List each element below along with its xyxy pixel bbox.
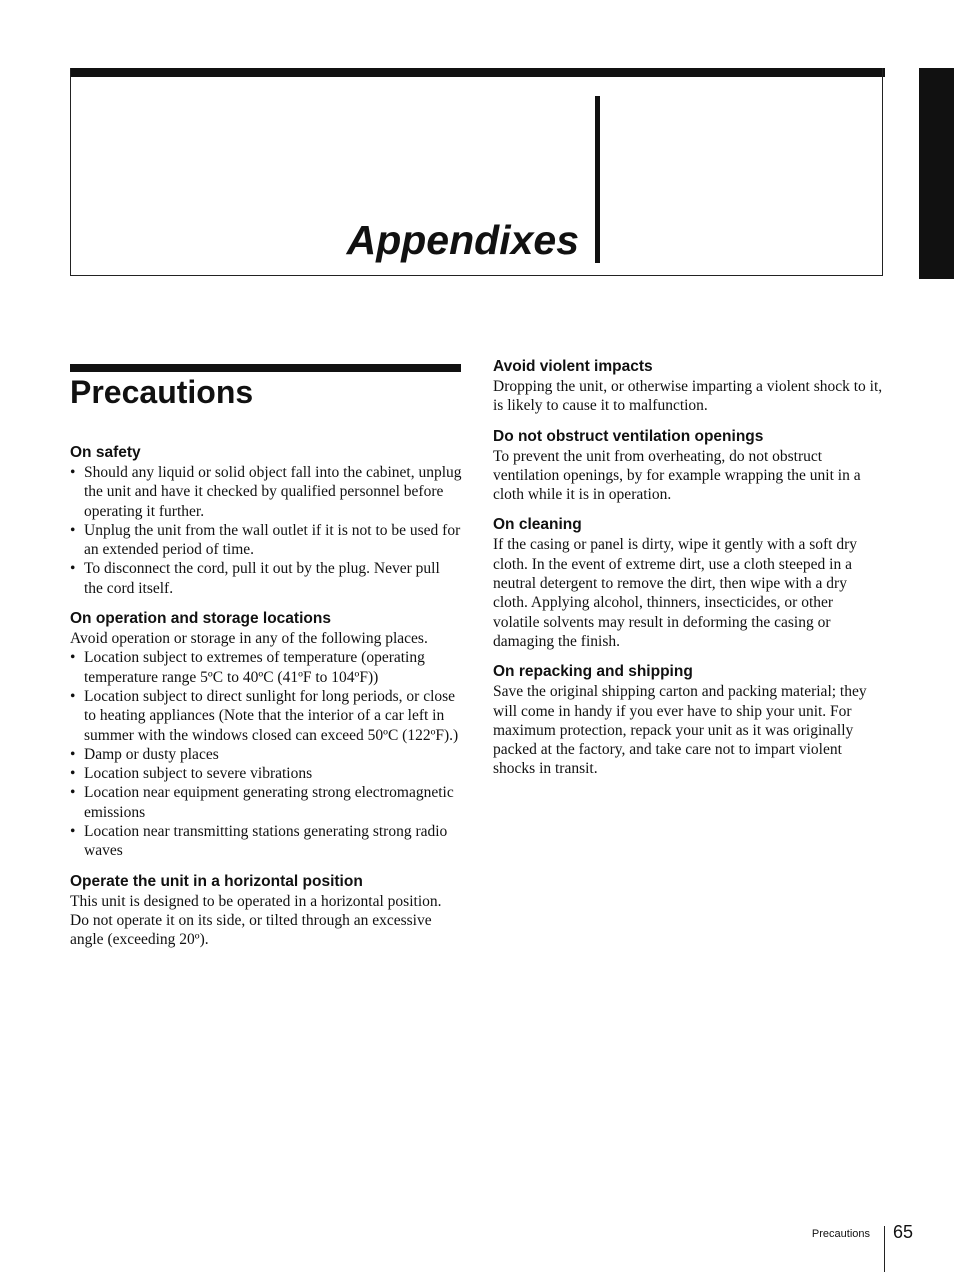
- subheading-on-safety: On safety: [70, 444, 141, 461]
- repacking-block: [493, 662, 883, 778]
- list-item: • Location subject to direct sunlight for long periods, or close to heating appliances (Note that the interior of a car left in summer with the windows closed can exceed 50ºC (122ºF).): [70, 687, 462, 745]
- impacts-text: Dropping the unit, or otherwise imparting a violent shock to it, is likely to cause it to malfunction.: [493, 378, 883, 415]
- list-item: • Location near equipment generating strong electromagnetic emissions: [70, 783, 462, 822]
- subheading-cleaning: On cleaning: [493, 516, 582, 534]
- list-item: • Location near transmitting stations generating strong radio waves: [70, 822, 462, 861]
- list-item: • Damp or dusty places: [70, 745, 462, 764]
- list-item: • Should any liquid or solid object fall into the cabinet, unplug the unit and have it checked by qualified personnel before operating it further.: [70, 463, 462, 521]
- page-number: 65: [893, 1222, 914, 1242]
- repacking-text: Save the original shipping carton and packing material; they will come in handy if you ever have to ship your unit. For maximum protection, repack your unit as it was originally packed at the factory, and take care not to impart violent shocks in transit.: [493, 683, 867, 778]
- chapter-title: Appendixes: [346, 217, 579, 263]
- list-item: • Location subject to severe vibrations: [70, 764, 462, 783]
- list-item: • Unplug the unit from the wall outlet if it is not to be used for an extended period of time.: [70, 521, 462, 560]
- cleaning-block: [493, 515, 883, 651]
- subheading-horizontal: Operate the unit in a horizontal position: [70, 872, 363, 890]
- locations-block: [70, 609, 462, 861]
- cleaning-text: If the casing or panel is dirty, wipe it gently with a soft dry cloth. In the event of extreme dirt, use a cloth steeped in a neutral detergent to remove the dirt, then wipe with a dry cloth. Applying alcohol, thinners, insecticides, or other volatile solvents may result in deforming the casing or damaging the finish.: [493, 536, 858, 650]
- ventilation-text: To prevent the unit from overheating, do not obstruct ventilation openings, by for example wrapping the unit in a cloth while it is in operation.: [493, 447, 861, 504]
- footer-divider: [884, 1226, 885, 1272]
- locations-intro: Avoid operation or storage in any of the following places.: [70, 630, 428, 648]
- section-title: Precautions: [70, 374, 254, 410]
- horizontal-block: [70, 872, 462, 950]
- impacts-block: [493, 357, 883, 416]
- ventilation-block: [493, 427, 883, 505]
- list-item: • To disconnect the cord, pull it out by the plug. Never pull the cord itself.: [70, 559, 462, 598]
- side-thumb-tab: [919, 68, 954, 279]
- safety-list: [70, 463, 462, 598]
- footer-section-label: Precautions: [811, 1228, 870, 1240]
- right-column: [493, 357, 883, 790]
- subheading-repacking: On repacking and shipping: [493, 663, 693, 681]
- subheading-ventilation: Do not obstruct ventilation openings: [493, 427, 764, 445]
- locations-list: [70, 648, 462, 860]
- chapter-vertical-bar: [595, 96, 600, 263]
- subheading-impacts: Avoid violent impacts: [493, 358, 653, 375]
- on-safety-block: [70, 443, 462, 598]
- horizontal-text: This unit is designed to be operated in a horizontal position. Do not operate it on its side, or tilted through an excessive angle (exceeding 20º).: [70, 892, 442, 949]
- left-column: [70, 443, 462, 961]
- section-title-bar: [70, 364, 461, 372]
- list-item: • Location subject to extremes of temperature (operating temperature range 5ºC to 40ºC (41ºF to 104ºF)): [70, 648, 462, 687]
- subheading-locations: On operation and storage locations: [70, 610, 331, 628]
